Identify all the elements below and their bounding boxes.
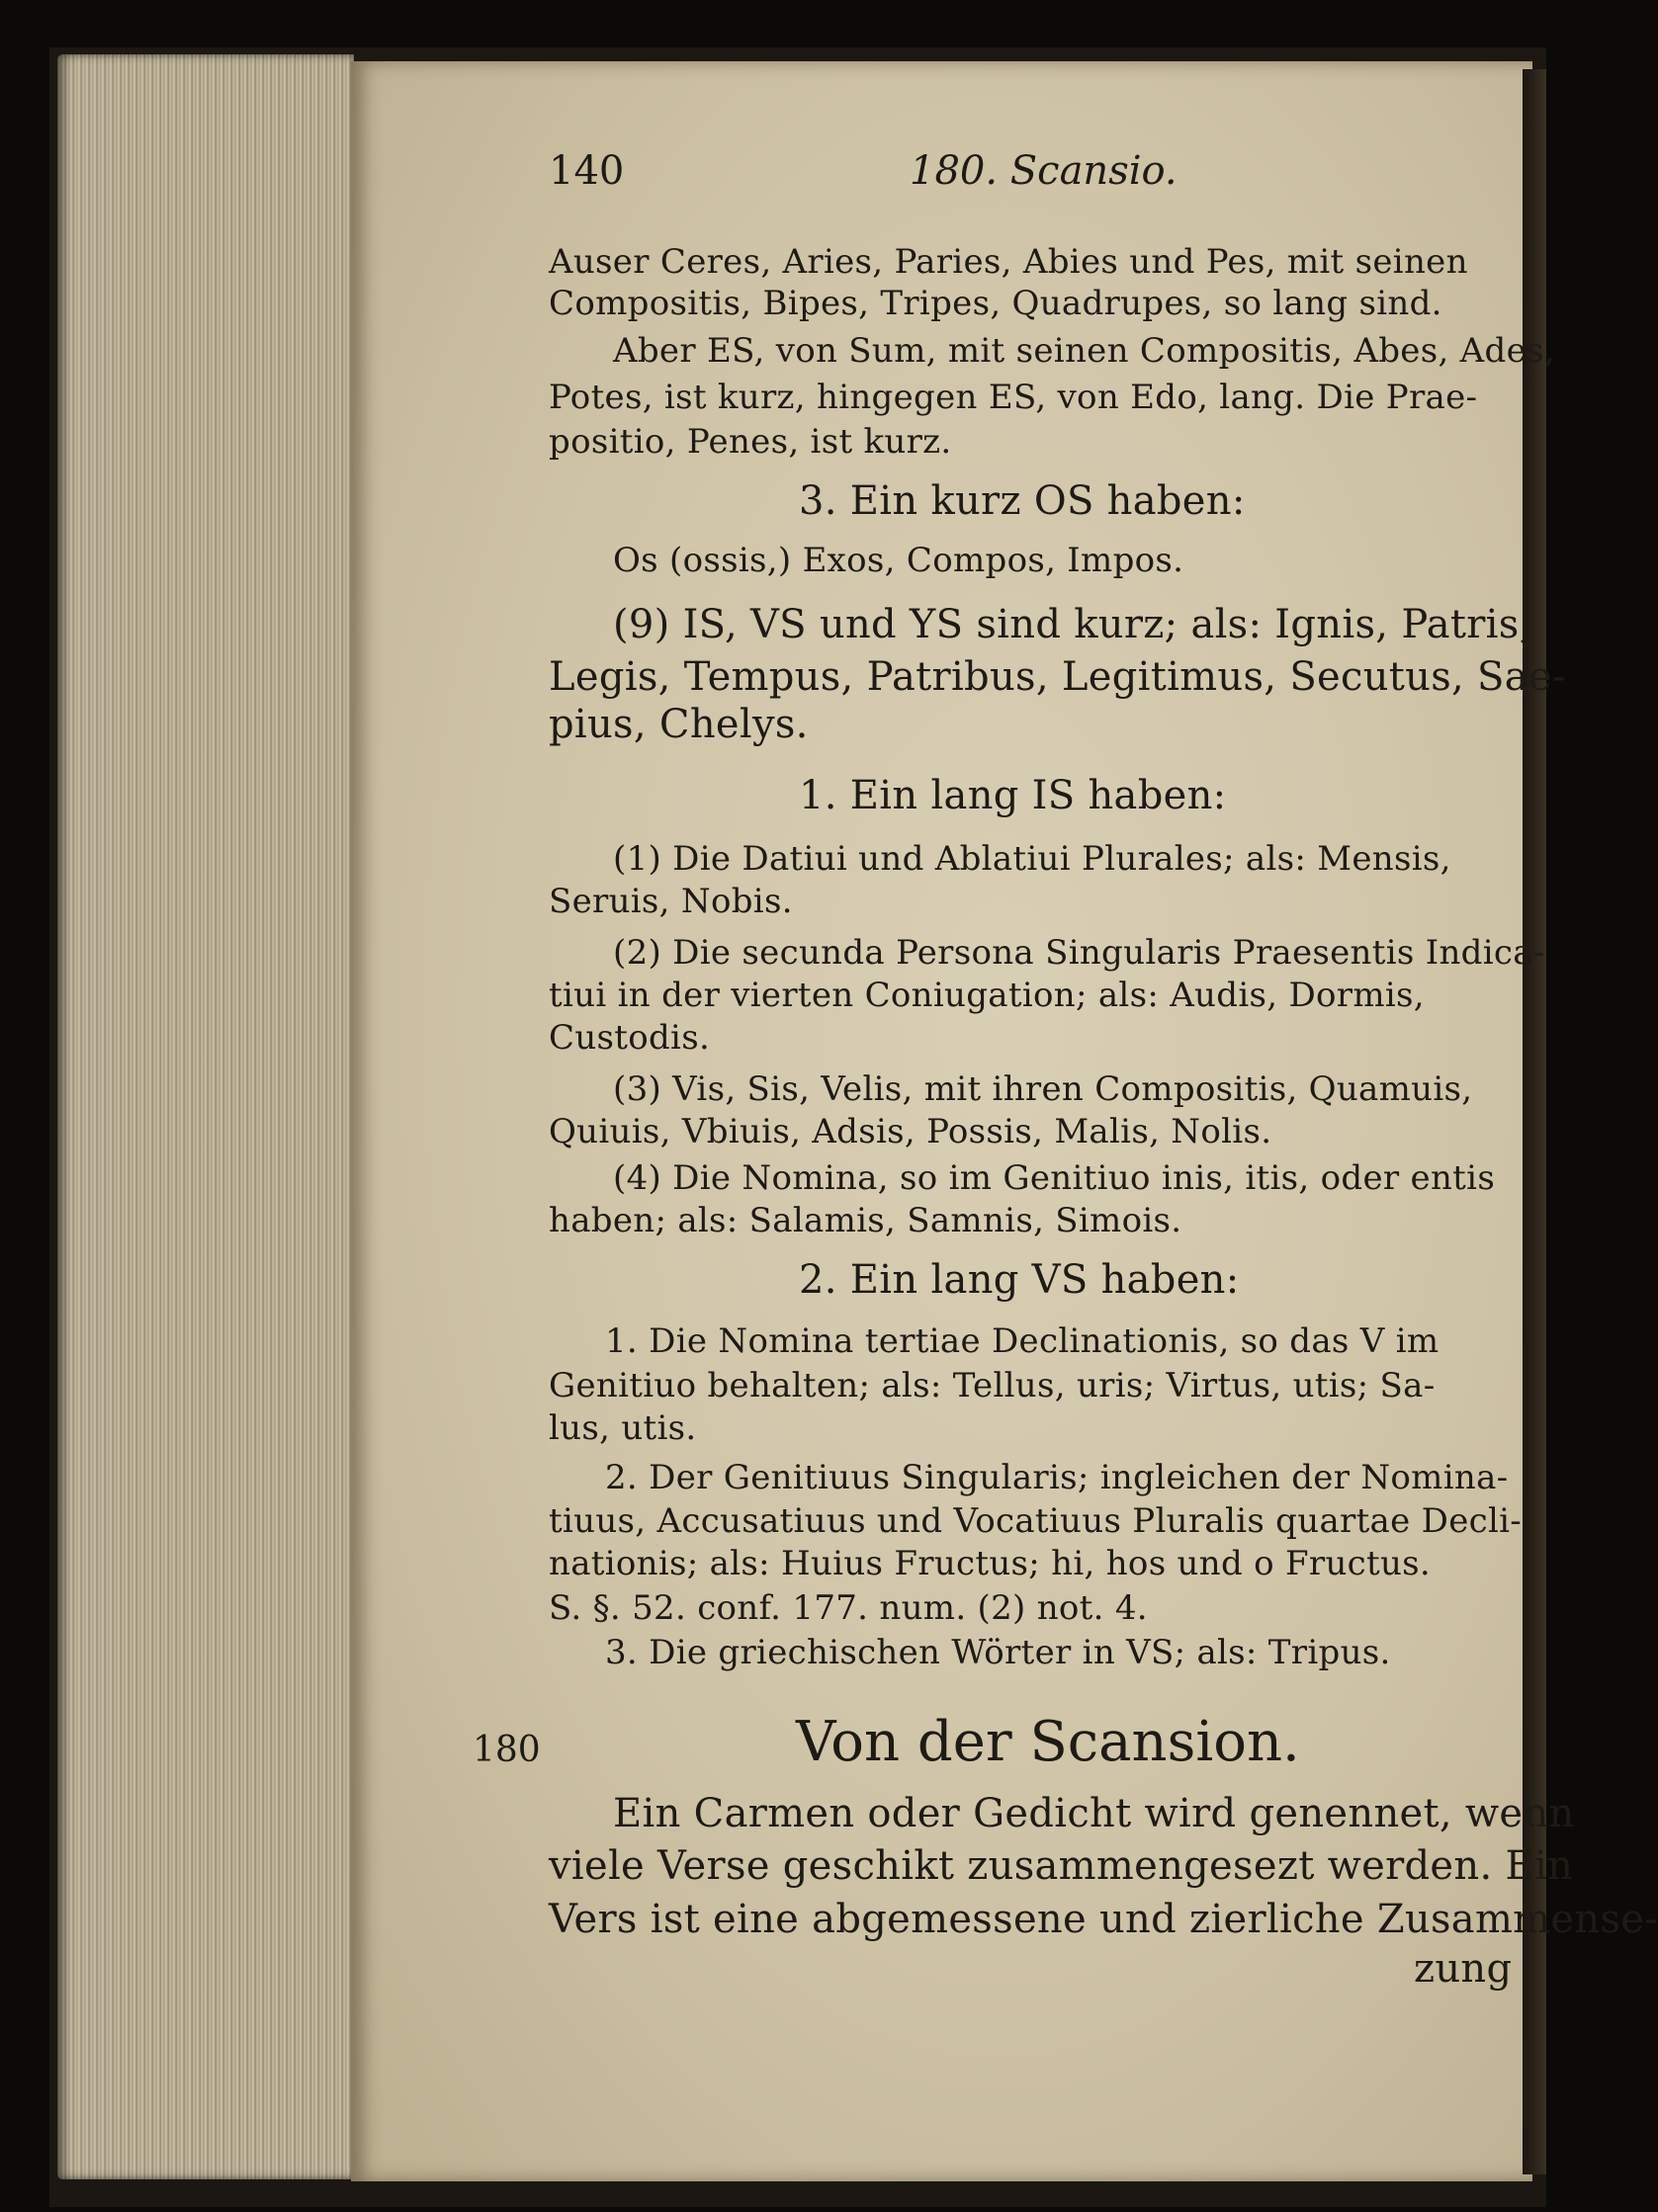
text-line: Compositis, Bipes, Tripes, Quadrupes, so lang sind.	[549, 284, 1442, 323]
text-line: (1) Die Datiui und Ablatiui Plurales; als: Mensis,	[613, 839, 1451, 879]
text-line: Vers ist eine abgemessene und zierliche Zusammense-	[549, 1897, 1658, 1942]
running-head: 180. Scansio.	[910, 148, 1178, 194]
text-line: tiuus, Accusatiuus und Vocatiuus Pluralis quartae Decli-	[549, 1501, 1523, 1541]
text-line: positio, Penes, ist kurz.	[549, 422, 952, 462]
text-line: lus, utis.	[549, 1408, 697, 1448]
text-line: Genitiuo behalten; als: Tellus, uris; Virtus, utis; Sa-	[549, 1366, 1436, 1405]
chapter-title: Von der Scansion.	[796, 1710, 1300, 1774]
text-line: (2) Die secunda Persona Singularis Praesentis Indica-	[613, 933, 1545, 973]
book-page-edges	[57, 54, 354, 2179]
margin-section-number: 180	[473, 1730, 541, 1770]
text-line: Seruis, Nobis.	[549, 882, 793, 921]
text-line: pius, Chelys.	[549, 702, 809, 747]
text-line: S. §. 52. conf. 177. num. (2) not. 4.	[549, 1588, 1148, 1628]
section-heading: 2. Ein lang VS haben:	[799, 1257, 1240, 1303]
text-line: Ein Carmen oder Gedicht wird genennet, wenn	[613, 1791, 1575, 1836]
text-line: (3) Vis, Sis, Velis, mit ihren Compositis, Quamuis,	[613, 1069, 1473, 1109]
text-line: Legis, Tempus, Patribus, Legitimus, Secutus, Sae-	[549, 654, 1566, 700]
text-line: Aber ES, von Sum, mit seinen Compositis, Abes, Ades,	[613, 331, 1555, 371]
text-line: Os (ossis,) Exos, Compos, Impos.	[613, 541, 1184, 580]
section-heading: 3. Ein kurz OS haben:	[799, 478, 1246, 524]
catchword: zung	[1414, 1946, 1513, 1992]
text-line: 3. Die griechischen Wörter in VS; als: Tripus.	[605, 1633, 1391, 1672]
text-line: Potes, ist kurz, hingegen ES, von Edo, lang. Die Prae-	[549, 378, 1478, 417]
text-line: Auser Ceres, Aries, Paries, Abies und Pes, mit seinen	[549, 242, 1468, 282]
text-line: 2. Der Genitiuus Singularis; ingleichen der Nomina-	[605, 1458, 1509, 1497]
text-line: haben; als: Salamis, Samnis, Simois.	[549, 1201, 1182, 1240]
text-line: (4) Die Nomina, so im Genitiuo inis, itis, oder entis	[613, 1158, 1496, 1198]
text-line: (9) IS, VS und YS sind kurz; als: Ignis, Patris,	[613, 602, 1532, 647]
page-number: 140	[549, 148, 625, 194]
section-heading: 1. Ein lang IS haben:	[799, 773, 1227, 818]
text-line: 1. Die Nomina tertiae Declinationis, so das V im	[605, 1321, 1440, 1361]
text-line: Custodis.	[549, 1018, 711, 1058]
text-line: nationis; als: Huius Fructus; hi, hos und o Fructus.	[549, 1544, 1431, 1583]
text-line: viele Verse geschikt zusammengesezt werden. Ein	[549, 1843, 1574, 1889]
text-line: tiui in der vierten Coniugation; als: Audis, Dormis,	[549, 976, 1425, 1015]
text-line: Quiuis, Vbiuis, Adsis, Possis, Malis, Nolis.	[549, 1112, 1272, 1151]
